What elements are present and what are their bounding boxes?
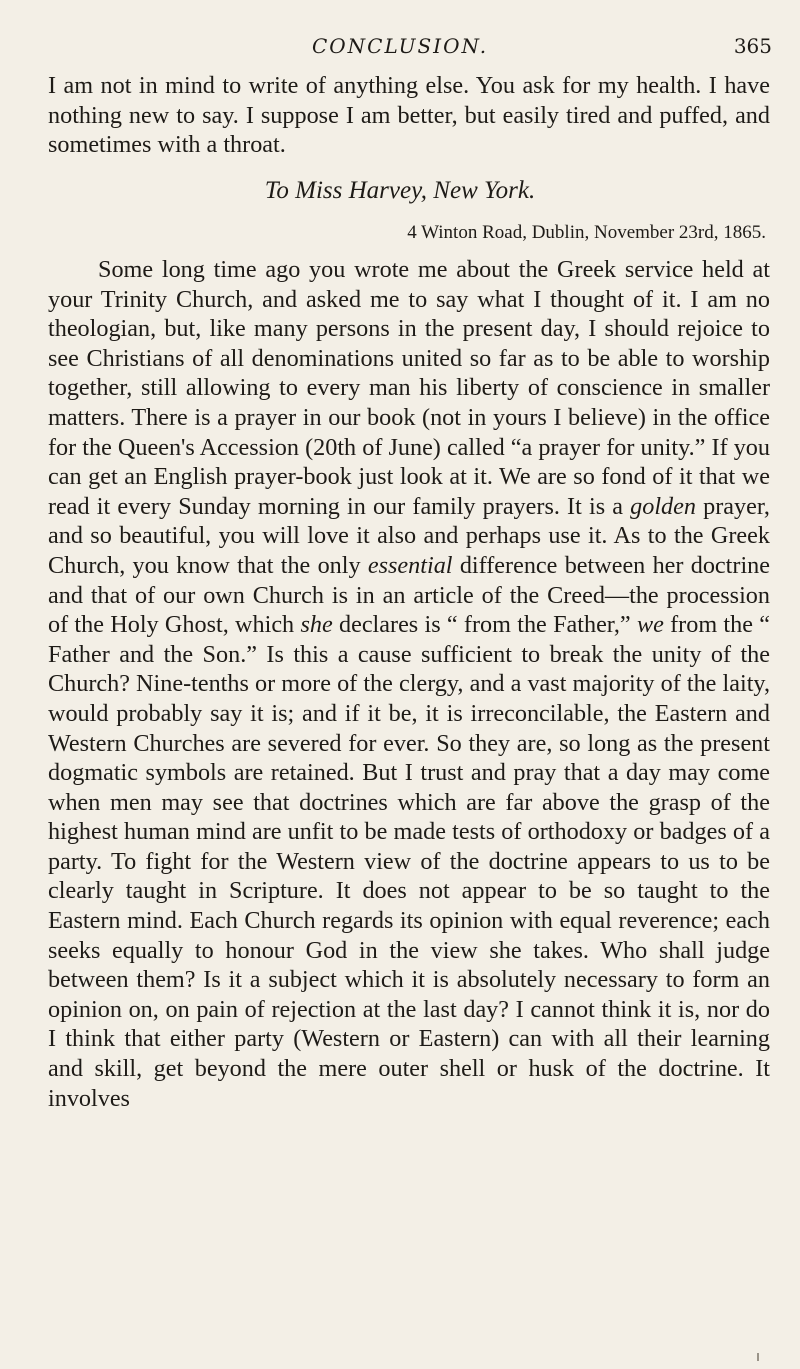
page-number: 365 (733, 34, 772, 58)
letter-dateline: 4 Winton Road, Dublin, November 23rd, 1865. (407, 222, 766, 243)
emphasis-we: we (636, 611, 664, 639)
print-mark (757, 1353, 759, 1361)
emphasis-golden: golden (630, 492, 696, 520)
letter-body (48, 255, 770, 1113)
opening-paragraph-block (48, 71, 770, 160)
letter-text: Some long time ago you wrote me about the Greek service held at your Trinity Church, and asked me to say what I thought of it. I am no theologian, but, like many persons in the present day, I should rejoice to see Christians of all denominations united so far as to be able to worship together, still allowing to every man his liberty of conscience in smaller matters. There is a prayer in our book (not in yours I believe) in the office for the Queen's Accession (20th of June) called “a prayer for unity.” If you can get an English prayer-book just look at it. We are so fond of it that we read it every Sunday morning in our family prayers. It is a (48, 256, 770, 520)
letter-salutation: To Miss Harvey, New York. (264, 177, 536, 204)
emphasis-she: she (300, 611, 333, 639)
opening-paragraph: I am not in mind to write of anything else. You ask for my health. I have nothing new to say. I suppose I am better, but easily tired and puffed, and sometimes with a throat. (48, 72, 770, 159)
letter-text: difference between her doctrine and that of our own Church is in an article of the Creed—the procession of the Holy Ghost, which (48, 551, 770, 639)
letter-paragraph (48, 255, 770, 1113)
chapter-title: CONCLUSION. (311, 34, 489, 58)
emphasis-essential: essential (367, 551, 453, 579)
letter-text: prayer, and so beautiful, you will love it also and perhaps use it. As to the Greek Church, you know that the only (48, 492, 770, 579)
letter-text: declares is “ from the Father,” (332, 611, 637, 639)
running-head (0, 34, 800, 64)
letter-text: from the “ Father and the Son.” Is this a cause sufficient to break the unity of the Church? Nine-tenths or more of the clergy, and a vast majority of the laity, would probably say it is; and if it be, it is irreconcilable, the Eastern and Western Churches are severed for ever. So they are, so long as the present dogmatic symbols are retained. But I trust and pray that a day may come when men may see that doctrines which are far above the grasp of the highest human mind are unfit to be made tests of orthodoxy or badges of a party. To fight for the Western view of the doctrine appears to us to be clearly taught in Scripture. It does not appear to be so taught to the Eastern mind. Each Church regards its opinion with equal reverence; each seeks equally to honour God in the view she takes. Who shall judge between them? Is it a subject which it is absolutely necessary to form an opinion on, on pain of rejection at the last day? I cannot think it is, nor do I think that either party (Western or Eastern) can with all their learning and skill, get beyond the mere outer shell or husk of the doctrine. It involves (48, 611, 770, 1112)
